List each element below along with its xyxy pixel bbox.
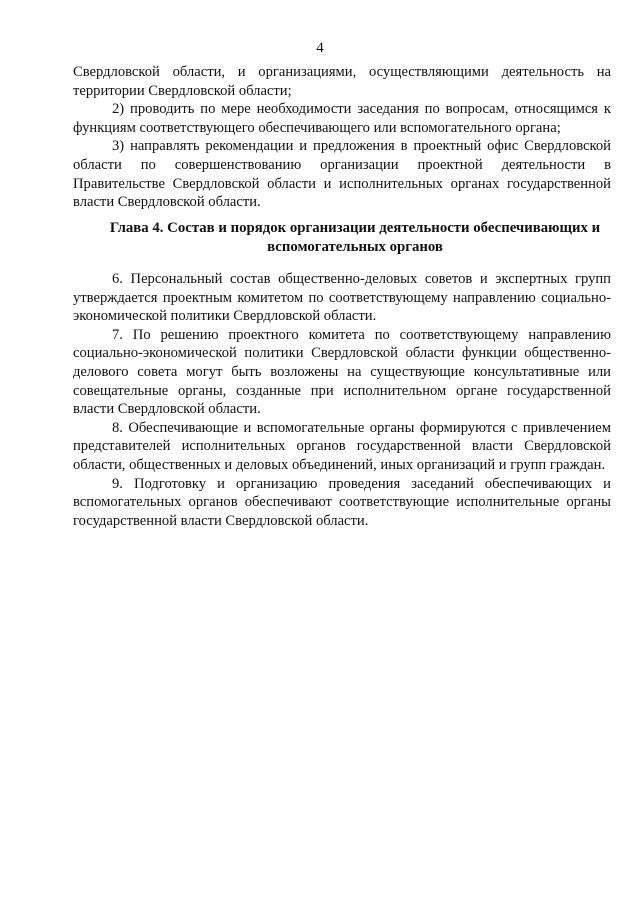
paragraph-7: 7. По решению проектного комитета по соответствующему направлению социально-экономической политики Свердловской области функции общественно-делового совета могут быть возложены на существующие консультативные или совещательные органы, созданные при исполнительном органе государственной власти Свердловской области. bbox=[73, 326, 611, 418]
page-number: 4 bbox=[316, 40, 324, 56]
paragraph-item-3: 3) направлять рекомендации и предложения в проектный офис Свердловской области по совершенствованию организации проектной деятельности в Правительстве Свердловской области и исполнительных органах государственной власти Свердловской области. bbox=[73, 138, 611, 211]
intro-text-block bbox=[73, 63, 611, 212]
paragraph-8: 8. Обеспечивающие и вспомогательные органы формируются с привлечением представителей исполнительных органов государственной власти Свердловской области, общественных и деловых объединений, иных организаций и групп граждан. bbox=[73, 419, 611, 473]
chapter-text-block bbox=[73, 270, 611, 530]
chapter-heading: Глава 4. Состав и порядок организации деятельности обеспечивающих и вспомогательных органов bbox=[109, 220, 601, 255]
paragraph-item-2: 2) проводить по мере необходимости заседания по вопросам, относящимся к функциям соответствующего обеспечивающего или вспомогательного органа; bbox=[73, 101, 611, 136]
paragraph-6: 6. Персональный состав общественно-деловых советов и экспертных групп утверждается проектным комитетом по соответствующему направлению социально-экономической политики Свердловской области. bbox=[73, 271, 611, 325]
paragraph-continuation: Свердловской области, и организациями, осуществляющими деятельность на территории Свердловской области; bbox=[73, 64, 611, 99]
paragraph-9: 9. Подготовку и организацию проведения заседаний обеспечивающих и вспомогательных органов обеспечивают соответствующие исполнительные органы государственной власти Свердловской области. bbox=[73, 475, 611, 529]
